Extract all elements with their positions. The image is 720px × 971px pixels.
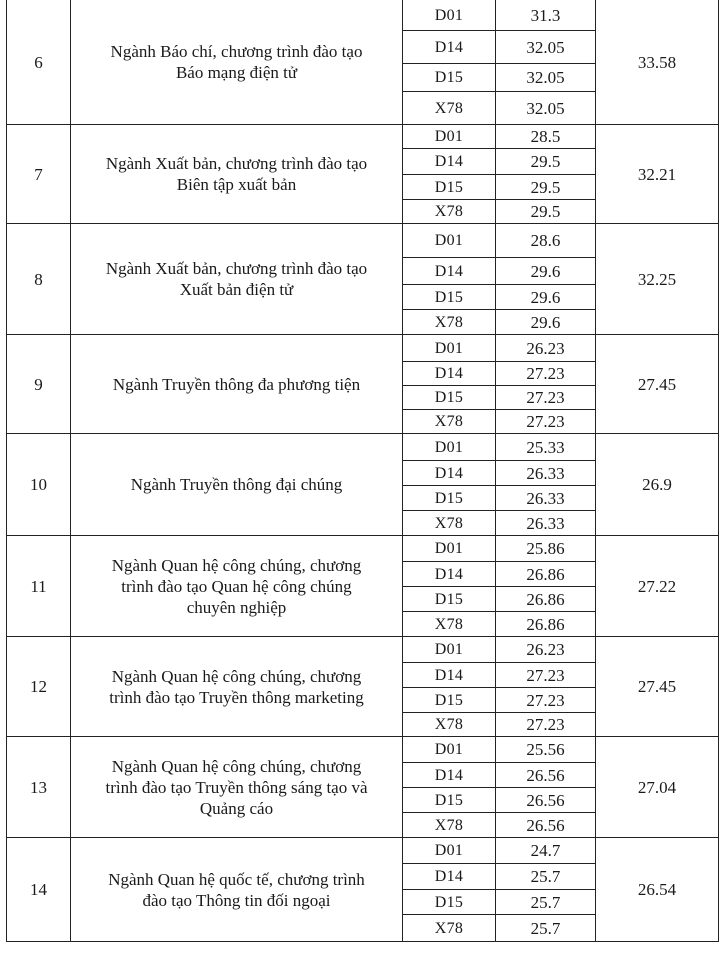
combination-score: 29.5 <box>496 200 596 224</box>
subject-combination-code: D15 <box>403 890 496 915</box>
program-name-line: chuyên nghiệp <box>186 597 287 617</box>
combination-score: 26.56 <box>496 763 596 788</box>
program-name-line: Ngành Quan hệ công chúng, chương <box>111 666 362 686</box>
subject-combination-code: D14 <box>403 461 496 486</box>
subject-combination-code: D14 <box>403 31 496 64</box>
program-name <box>71 224 403 335</box>
combination-score: 25.56 <box>496 737 596 763</box>
subject-combination-code: D14 <box>403 864 496 890</box>
subject-combination-code: X78 <box>403 511 496 536</box>
combination-score: 26.33 <box>496 461 596 486</box>
row-number: 7 <box>7 125 71 224</box>
program-name-line: Báo mạng điện tử <box>175 63 298 82</box>
combination-score: 26.33 <box>496 511 596 536</box>
subject-combination-code: X78 <box>403 713 496 737</box>
subject-combination-code: D01 <box>403 335 496 362</box>
subject-combination-code: X78 <box>403 200 496 224</box>
table-row <box>7 536 719 562</box>
combination-score: 26.33 <box>496 486 596 511</box>
program-name <box>71 125 403 224</box>
subject-combination-code: D15 <box>403 587 496 612</box>
combination-score: 27.23 <box>496 663 596 688</box>
subject-combination-code: X78 <box>403 612 496 637</box>
program-name <box>71 737 403 838</box>
program-name-line: Ngành Quan hệ công chúng, chương <box>111 555 362 575</box>
table-row <box>7 434 719 461</box>
subject-combination-code: D15 <box>403 175 496 200</box>
combination-score: 25.7 <box>496 890 596 915</box>
row-number: 8 <box>7 224 71 335</box>
table-row <box>7 224 719 258</box>
program-name-line: trình đào tạo Truyền thông sáng tạo và <box>105 777 368 797</box>
subject-combination-code: D14 <box>403 763 496 788</box>
row-number: 9 <box>7 335 71 434</box>
combination-score: 24.7 <box>496 838 596 864</box>
combination-score: 27.23 <box>496 410 596 434</box>
program-name-line: Ngành Truyền thông đại chúng <box>130 475 343 494</box>
program-name <box>71 536 403 637</box>
program-name-line: Ngành Xuất bản, chương trình đào tạo <box>105 259 368 278</box>
combination-score: 26.86 <box>496 562 596 587</box>
subject-combination-code: D01 <box>403 125 496 149</box>
subject-combination-code: D14 <box>403 562 496 587</box>
program-name-line: Ngành Truyền thông đa phương tiện <box>112 374 361 394</box>
subject-combination-code: D01 <box>403 434 496 461</box>
program-name-line: Biên tập xuất bản <box>176 175 297 194</box>
table-row <box>7 737 719 763</box>
subject-combination-code: X78 <box>403 410 496 434</box>
row-number: 12 <box>7 637 71 737</box>
combination-score: 29.6 <box>496 285 596 310</box>
program-name-line: Ngành Báo chí, chương trình đào tạo <box>110 42 363 61</box>
combination-score: 32.05 <box>496 31 596 64</box>
row-number: 11 <box>7 536 71 637</box>
program-name-line: đào tạo Thông tin đối ngoại <box>142 890 331 910</box>
final-score: 32.21 <box>596 125 719 224</box>
combination-score: 26.23 <box>496 637 596 663</box>
subject-combination-code: D01 <box>403 224 496 258</box>
combination-score: 25.86 <box>496 536 596 562</box>
combination-score: 26.86 <box>496 587 596 612</box>
subject-combination-code: D14 <box>403 362 496 386</box>
final-score: 27.45 <box>596 335 719 434</box>
program-name-line: Xuất bản điện tử <box>179 280 294 299</box>
subject-combination-code: D15 <box>403 688 496 713</box>
subject-combination-code: D14 <box>403 149 496 175</box>
combination-score: 26.23 <box>496 335 596 362</box>
program-name-line: trình đào tạo Quan hệ công chúng <box>121 576 352 596</box>
subject-combination-code: D01 <box>403 838 496 864</box>
program-name-line: Quảng cáo <box>199 798 274 818</box>
combination-score: 25.7 <box>496 864 596 890</box>
final-score: 27.04 <box>596 737 719 838</box>
final-score: 27.22 <box>596 536 719 637</box>
subject-combination-code: X78 <box>403 310 496 335</box>
subject-combination-code: X78 <box>403 92 496 125</box>
final-score: 27.45 <box>596 637 719 737</box>
subject-combination-code: D01 <box>403 0 496 31</box>
combination-score: 31.3 <box>496 0 596 31</box>
subject-combination-code: D15 <box>403 64 496 92</box>
program-name <box>71 0 403 125</box>
table-row <box>7 125 719 149</box>
combination-score: 29.5 <box>496 149 596 175</box>
program-name-line: Ngành Xuất bản, chương trình đào tạo <box>105 154 368 173</box>
final-score: 32.25 <box>596 224 719 335</box>
subject-combination-code: D01 <box>403 737 496 763</box>
combination-score: 26.56 <box>496 813 596 838</box>
combination-score: 27.23 <box>496 362 596 386</box>
program-name <box>71 335 403 434</box>
subject-combination-code: D01 <box>403 637 496 663</box>
subject-combination-code: D14 <box>403 258 496 285</box>
combination-score: 25.33 <box>496 434 596 461</box>
subject-combination-code: D01 <box>403 536 496 562</box>
subject-combination-code: X78 <box>403 915 496 942</box>
program-name <box>71 838 403 942</box>
subject-combination-code: X78 <box>403 813 496 838</box>
combination-score: 27.23 <box>496 713 596 737</box>
combination-score: 32.05 <box>496 64 596 92</box>
row-number: 10 <box>7 434 71 536</box>
subject-combination-code: D15 <box>403 285 496 310</box>
combination-score: 29.5 <box>496 175 596 200</box>
final-score: 26.9 <box>596 434 719 536</box>
subject-combination-code: D14 <box>403 663 496 688</box>
table-row <box>7 335 719 362</box>
combination-score: 29.6 <box>496 310 596 335</box>
final-score: 26.54 <box>596 838 719 942</box>
combination-score: 25.7 <box>496 915 596 942</box>
program-name <box>71 434 403 536</box>
program-name-line: Ngành Quan hệ công chúng, chương <box>111 756 362 776</box>
subject-combination-code: D15 <box>403 788 496 813</box>
table-row <box>7 0 719 31</box>
table-row <box>7 637 719 663</box>
combination-score: 28.6 <box>496 224 596 258</box>
combination-score: 28.5 <box>496 125 596 149</box>
combination-score: 27.23 <box>496 386 596 410</box>
program-name-line: trình đào tạo Truyền thông marketing <box>109 687 364 707</box>
program-name-line: Ngành Quan hệ quốc tế, chương trình <box>108 869 365 889</box>
row-number: 14 <box>7 838 71 942</box>
subject-combination-code: D15 <box>403 486 496 511</box>
combination-score: 29.6 <box>496 258 596 285</box>
row-number: 13 <box>7 737 71 838</box>
combination-score: 26.86 <box>496 612 596 637</box>
final-score: 33.58 <box>596 0 719 125</box>
combination-score: 32.05 <box>496 92 596 125</box>
table-body <box>7 0 719 942</box>
program-name <box>71 637 403 737</box>
row-number: 6 <box>7 0 71 125</box>
admission-score-table <box>6 0 719 942</box>
subject-combination-code: D15 <box>403 386 496 410</box>
table-row <box>7 838 719 864</box>
combination-score: 26.56 <box>496 788 596 813</box>
combination-score: 27.23 <box>496 688 596 713</box>
